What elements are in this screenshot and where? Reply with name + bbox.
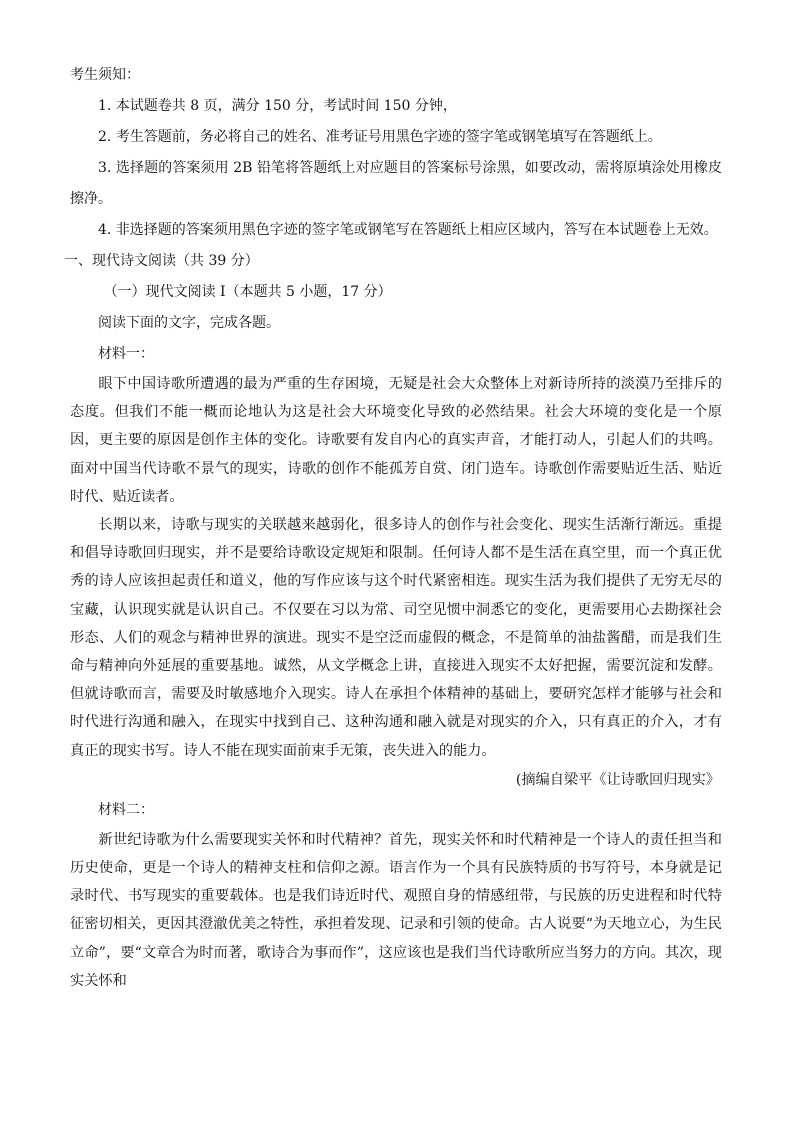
section-title: 一、现代诗文阅读（共 39 分） bbox=[64, 253, 259, 269]
notice-title: 考生须知： bbox=[70, 67, 140, 83]
material-2-paragraph-1: 新世纪诗歌为什么需要现实关怀和时代精神？首先，现实关怀和时代精神是一个诗人的责任担当和历史使命，更是一个诗人的精神支柱和信仰之源。语言作为一个具有民族特质的书写符号，本身就是记录时代、书写现实的重要载体。也是我们诗近时代、观照自身的情感纽带，与民族的历史进程和时代特征密切相关，更因其澄澈优美之特性，承担着发现、记录和引领的使命。古人说要“为天地立心，为生民立命”，要“文章合为时而著，歌诗合为事而作”，这应该也是我们当代诗歌所应当努力的方向。其次，现实关怀和 bbox=[70, 831, 722, 989]
material-1-source: (摘编自梁平《让诗歌回归现实》 bbox=[515, 771, 720, 788]
section-subtitle: （一）现代文阅读 I（本题共 5 小题，17 分） bbox=[103, 284, 392, 300]
notice-item-1: 1. 本试题卷共 8 页，满分 150 分，考试时间 150 分钟， bbox=[98, 98, 457, 114]
notice-item-2: 2. 考生答题前，务必将自己的姓名、准考证号用黑色字迹的签字笔或钢笔填写在答题纸上。 bbox=[98, 129, 662, 145]
material-1-paragraph-2: 长期以来，诗歌与现实的关联越来越弱化，很多诗人的创作与社会变化、现实生活渐行渐远。重提和倡导诗歌回归现实，并不是要给诗歌设定规矩和限制。任何诗人都不是生活在真空里，而一个真正优秀的诗人应该担起责任和道义，他的写作应该与这个时代紧密相连。现实生活为我们提供了无穷无尽的宝藏，认识现实就是认识自己。不仅要在习以为常、司空见惯中洞悉它的变化，更需要用心去勘探社会形态、人们的观念与精神世界的演进。现实不是空泛而虚假的概念，不是简单的油盐酱醋，而是我们生命与精神向外延展的重要基地。诚然，从文学概念上讲，直接进入现实不太好把握，需要沉淀和发酵。但就诗歌而言，需要及时敏感地介入现实。诗人在承担个体精神的基础上，要研究怎样才能够与社会和时代进行沟通和融入，在现实中找到自己、这种沟通和融入就是对现实的介入，只有真正的介入，才有真正的现实书写。诗人不能在现实面前束手无策，丧失进入的能力。 bbox=[70, 517, 722, 759]
reading-instruction: 阅读下面的文字，完成各题。 bbox=[98, 315, 280, 331]
exam-page bbox=[64, 60, 722, 995]
material-2-label: 材料二： bbox=[98, 801, 154, 818]
material-1-paragraph-1: 眼下中国诗歌所遭遇的最为严重的生存困境，无疑是社会大众整体上对新诗所持的淡漠乃至排斥的态度。但我们不能一概而论地认为这是社会大环境变化导致的必然结果。社会大环境的变化是一个原因，更主要的原因是创作主体的变化。诗歌要有发自内心的真实声音，才能打动人，引起人们的共鸣。面对中国当代诗歌不景气的现实，诗歌的创作不能孤芳自赏、闭门造车。诗歌创作需要贴近生活、贴近时代、贴近读者。 bbox=[70, 376, 722, 505]
notice-item-4: 4. 非选择题的答案须用黑色字迹的签字笔或钢笔写在答题纸上相应区域内，答写在本试题卷上无效。 bbox=[98, 222, 718, 238]
material-1-label: 材料一： bbox=[98, 346, 154, 362]
notice-item-3: 3. 选择题的答案须用 2B 铅笔将答题纸上对应题目的答案标号涂黑，如要改动，需将原填涂处用橡皮擦净。 bbox=[70, 160, 722, 207]
